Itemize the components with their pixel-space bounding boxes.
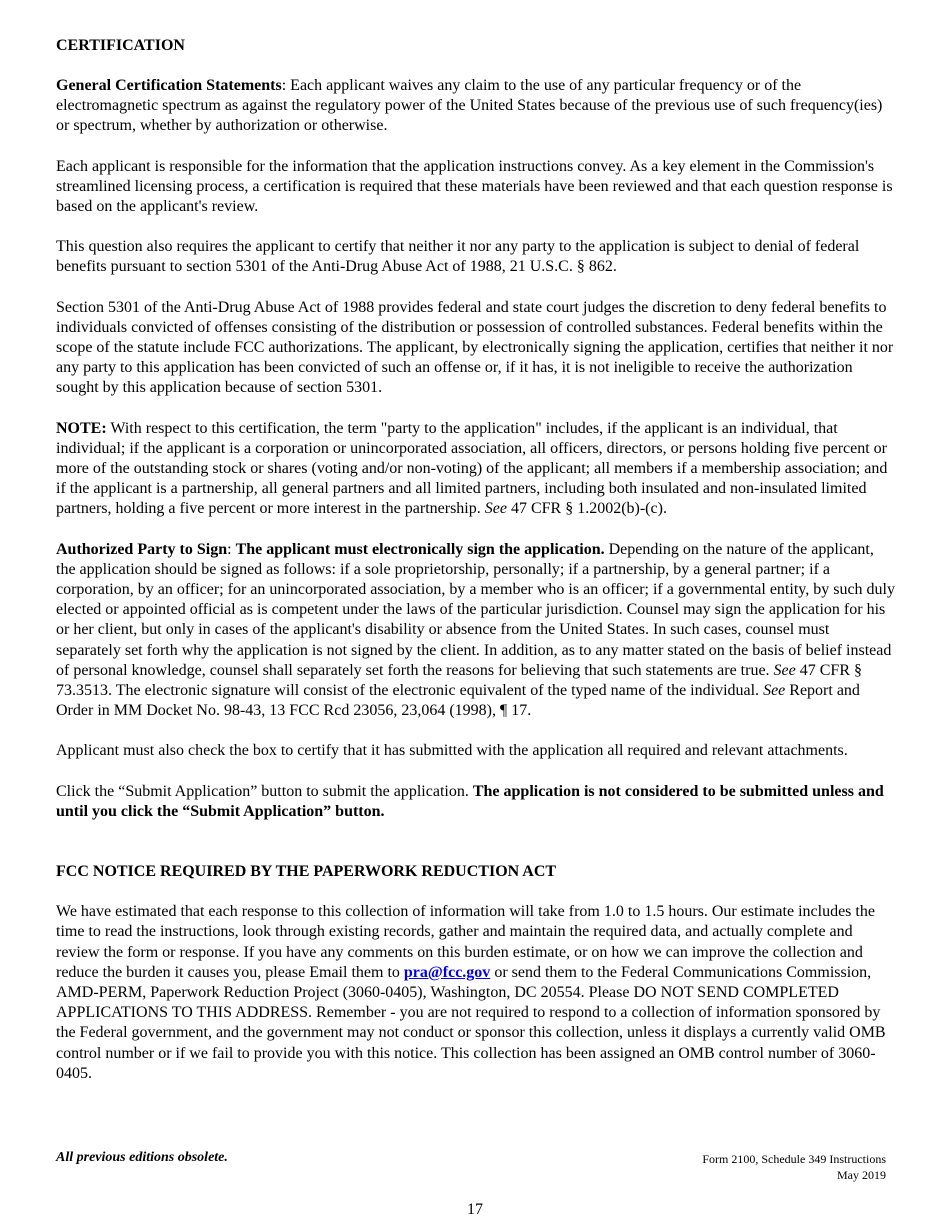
note-see: See [484,500,507,518]
attachments-paragraph: Applicant must also check the box to certify that it has submitted with the application all required and relevant attachments. [56,742,848,760]
anti-drug-paragraph: This question also requires the applicant to certify that neither it nor any party to the application is subject to denial of federal benefits pursuant to section 5301 of the Anti-Drug Abuse Act of 1988, 21 U.S.C. § 862. [56,238,860,276]
footer-date: May 2019 [837,1168,886,1182]
authorized-party-see-2: See [763,682,786,700]
note-label: NOTE: [56,419,107,437]
general-certification-paragraph [56,76,896,137]
submit-text: Click the “Submit Application” button to submit the application. [56,782,473,800]
footer-form-info [702,1151,886,1183]
authorized-party-text-3: Report and Order in MM Docket No. 98-43, 13 FCC Rcd 23056, 23,064 (1998), ¶ 17. [56,682,860,720]
note-cite: 47 CFR § 1.2002(b)-(c). [506,500,667,518]
note-paragraph [56,419,896,520]
general-certification-text: : Each applicant waives any claim to the use of any particular frequency or of the electromagnetic spectrum as against the regulatory power of the United States because of the previous use of such frequency(ies) or spectrum, whether by authorization or otherwise. [56,77,883,135]
responsibility-paragraph: Each applicant is responsible for the information that the application instructions convey. As a key element in the Commission's streamlined licensing process, a certification is required that these materials have been reviewed and that each question response is based on the applicant's review. [56,157,893,216]
certification-heading: CERTIFICATION [56,37,185,54]
authorized-party-colon: : [227,540,236,558]
paperwork-notice-paragraph [56,902,896,1084]
authorized-party-text-2: 47 CFR § 73.3513. The electronic signature will consist of the electronic equivalent of the typed name of the individual. [56,661,862,700]
section-5301-paragraph: Section 5301 of the Anti-Drug Abuse Act of 1988 provides federal and state court judges the discretion to deny federal benefits to individuals convicted of offenses consisting of the distribution or possession of controlled substances. Federal benefits within the scope of the statute include FCC authorizations. The applicant, by electronically signing the application, certifies that neither it nor any party to this application has been convicted of such an offense or, if it has, it is not ineligible to receive the authorization sought by this application because of section 5301. [56,298,894,397]
general-certification-label: General Certification Statements [56,77,282,94]
authorized-party-paragraph [56,540,896,722]
footer-obsolete-note: All previous editions obsolete. [56,1150,228,1165]
authorized-party-see-1: See [773,661,796,679]
document-body [56,36,896,1104]
authorized-party-label: Authorized Party to Sign [56,540,228,558]
authorized-party-bold: The applicant must electronically sign the application. [235,540,605,558]
pra-email-link[interactable]: pra@fcc.gov [403,963,491,981]
submit-bold: The application is not considered to be submitted unless and until you click the “Submit Application” button. [56,782,884,820]
authorized-party-text-1: Depending on the nature of the applicant, the application should be signed as follows: if a sole proprietorship, personally; if a partnership, by a general partner; if a corporation, by an officer; for an unincorporated association, by a member who is an officer; if a governmental entity, by such duly elected or appointed official as is competent under the laws of the particular jurisdiction. Counsel may sign the application for his or her client, but only in cases of the applicant's disability or absence from the United States. In such cases, counsel must separately set forth why the application is not signed by the client. In addition, as to any matter stated on the basis of belief instead of personal knowledge, counsel shall separately set forth the reasons for believing that such statements are true. [56,540,895,679]
paperwork-notice-text-2: or send them to the Federal Communications Commission, AMD-PERM, Paperwork Reduction Project (3060-0405), Washington, DC 20554. Please DO NOT SEND COMPLETED APPLICATIONS TO THIS ADDRESS. Remember - you are not required to respond to a collection of information sponsored by the Federal government, and the government may not conduct or sponsor this collection, unless it displays a currently valid OMB control number or if we fail to provide you with this notice. This collection has been assigned an OMB control number of 3060-0405. [56,963,886,1082]
paperwork-notice-heading: FCC NOTICE REQUIRED BY THE PAPERWORK REDUCTION ACT [56,863,557,881]
page-number: 17 [467,1201,483,1218]
note-text: With respect to this certification, the term "party to the application" includes, if the applicant is an individual, that individual; if the applicant is a corporation or unincorporated association, all officers, directors, or persons holding five percent or more of the outstanding stock or shares (voting and/or non-voting) of the applicant; all members if a membership association; and if the applicant is a partnership, all general partners and all limited partners, including both insulated and non-insulated limited partners, holding a five percent or more interest in the partnership. [56,419,888,518]
submit-paragraph [56,782,896,822]
paperwork-notice-text-1: We have estimated that each response to this collection of information will take from 1.0 to 1.5 hours. Our estimate includes the time to read the instructions, look through existing records, gather and maintain the required data, and actually complete and review the form or response. If you have any comments on this burden estimate, or on how we can improve the collection and reduce the burden it causes you, please Email them to [56,903,875,981]
footer-form-name: Form 2100, Schedule 349 Instructions [702,1152,886,1166]
